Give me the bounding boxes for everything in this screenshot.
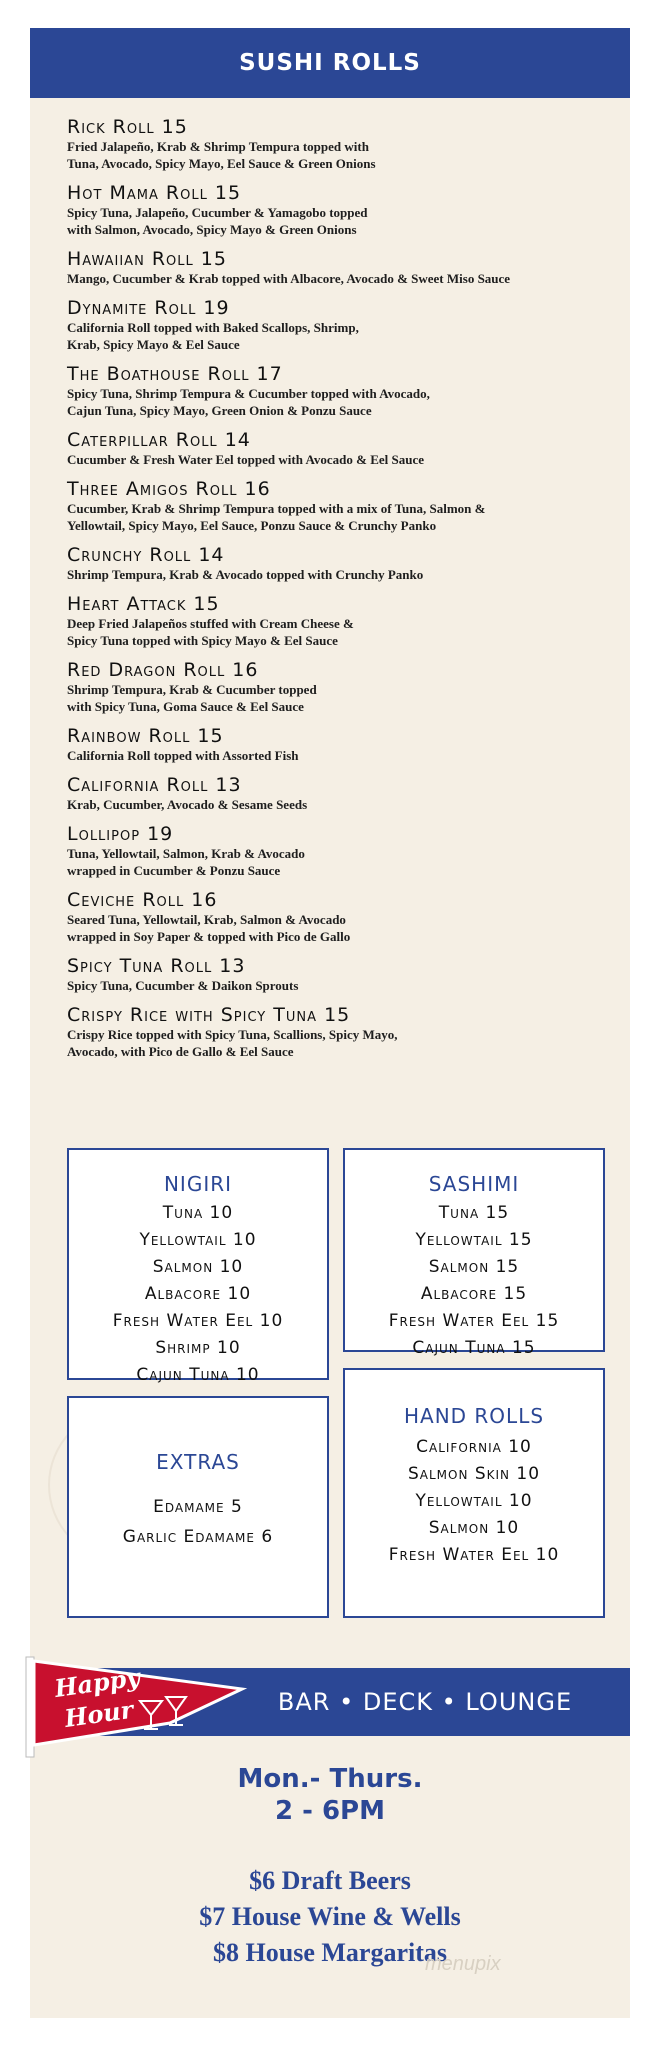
handrolls-item: Yellowtail 10 bbox=[415, 1491, 533, 1511]
handrolls-item: Salmon 10 bbox=[428, 1518, 520, 1538]
roll-description: California Roll topped with Assorted Fish bbox=[67, 748, 299, 763]
roll-description: Seared Tuna, Yellowtail, Krab, Salmon & Avocado wrapped in Soy Paper & topped with Pico de Gallo bbox=[67, 912, 351, 944]
roll-description: Spicy Tuna, Shrimp Tempura & Cucumber topped with Avocado, Cajun Tuna, Spicy Mayo, Green Onion & Ponzu Sauce bbox=[67, 386, 430, 418]
sashimi-box bbox=[343, 1148, 605, 1358]
nigiri-item: Cajun Tuna 10 bbox=[136, 1365, 260, 1385]
handrolls-item: California 10 bbox=[416, 1437, 532, 1457]
roll-name: Three Amigos Roll 16 bbox=[67, 478, 271, 500]
roll-item bbox=[67, 1004, 617, 1060]
special-item: $8 House Margaritas bbox=[213, 1938, 447, 1967]
roll-item bbox=[67, 659, 617, 715]
sushi-rolls-header bbox=[30, 28, 630, 98]
roll-description: Shrimp Tempura, Krab & Avocado topped with Crunchy Panko bbox=[67, 567, 424, 582]
nigiri-item: Yellowtail 10 bbox=[139, 1230, 257, 1250]
roll-description: Deep Fried Jalapeños stuffed with Cream Cheese & Spicy Tuna topped with Spicy Mayo & Eel Sauce bbox=[67, 616, 354, 648]
hand-rolls-title: HAND ROLLS bbox=[403, 1404, 545, 1428]
roll-item bbox=[67, 725, 617, 764]
roll-description: Spicy Tuna, Jalapeño, Cucumber & Yamagobo topped with Salmon, Avocado, Spicy Mayo & Green Onions bbox=[67, 205, 368, 237]
nigiri-item: Albacore 10 bbox=[144, 1284, 252, 1304]
roll-description: Cucumber, Krab & Shrimp Tempura topped with a mix of Tuna, Salmon & Yellowtail, Spicy Mayo, Eel Sauce, Ponzu Sauce & Crunchy Panko bbox=[67, 501, 486, 533]
sashimi-item: Cajun Tuna 15 bbox=[412, 1338, 536, 1358]
sashimi-item: Tuna 15 bbox=[438, 1203, 510, 1223]
special-item: $7 House Wine & Wells bbox=[199, 1902, 461, 1931]
handrolls-item: Fresh Water Eel 10 bbox=[388, 1545, 560, 1565]
nigiri-item: Salmon 10 bbox=[152, 1257, 244, 1277]
roll-description: Mango, Cucumber & Krab topped with Albacore, Avocado & Sweet Miso Sauce bbox=[67, 271, 511, 286]
happy-hour-days: Mon.- Thurs. bbox=[237, 1764, 423, 1794]
nigiri-item: Tuna 10 bbox=[162, 1203, 234, 1223]
handrolls-item: Salmon Skin 10 bbox=[407, 1464, 541, 1484]
sashimi-item: Albacore 15 bbox=[420, 1284, 528, 1304]
sashimi-item: Salmon 15 bbox=[428, 1257, 520, 1277]
roll-item bbox=[67, 774, 617, 813]
sashimi-list bbox=[345, 1200, 603, 1362]
extras-list bbox=[69, 1492, 327, 1552]
nigiri-item: Shrimp 10 bbox=[155, 1338, 241, 1358]
roll-description: Shrimp Tempura, Krab & Cucumber topped with Spicy Tuna, Goma Sauce & Eel Sauce bbox=[67, 682, 317, 714]
roll-item bbox=[67, 297, 617, 353]
watermark-text: menupix bbox=[425, 1953, 501, 1975]
roll-name: Hot Mama Roll 15 bbox=[67, 182, 242, 204]
header-title: SUSHI ROLLS bbox=[239, 50, 421, 76]
roll-item bbox=[67, 363, 617, 419]
flag-happy-text: Happy bbox=[52, 1662, 142, 1703]
roll-name: Hawaiian Roll 15 bbox=[67, 248, 227, 270]
roll-name: Red Dragon Roll 16 bbox=[67, 659, 259, 681]
roll-item bbox=[67, 544, 617, 583]
rolls-list bbox=[67, 116, 617, 1060]
roll-name: Caterpillar Roll 14 bbox=[67, 429, 251, 451]
roll-item bbox=[67, 593, 617, 649]
roll-name: Spicy Tuna Roll 13 bbox=[67, 955, 246, 977]
nigiri-item: Fresh Water Eel 10 bbox=[112, 1311, 284, 1331]
roll-item bbox=[67, 116, 617, 172]
roll-name: The Boathouse Roll 17 bbox=[67, 363, 283, 385]
roll-description: Crispy Rice topped with Spicy Tuna, Scallions, Spicy Mayo, Avocado, with Pico de Gallo & Eel Sauce bbox=[67, 1027, 398, 1059]
roll-name: Crunchy Roll 14 bbox=[67, 544, 225, 566]
sashimi-item: Fresh Water Eel 15 bbox=[388, 1311, 560, 1331]
roll-description: California Roll topped with Baked Scallops, Shrimp, Krab, Spicy Mayo & Eel Sauce bbox=[67, 320, 359, 352]
roll-name: Dynamite Roll 19 bbox=[67, 297, 230, 319]
roll-description: Tuna, Yellowtail, Salmon, Krab & Avocado wrapped in Cucumber & Ponzu Sauce bbox=[67, 846, 305, 878]
menu-page bbox=[30, 28, 630, 2018]
flag-hour-text: Hour bbox=[62, 1694, 135, 1733]
nigiri-title: NIGIRI bbox=[163, 1172, 233, 1196]
roll-item bbox=[67, 429, 617, 468]
nigiri-list bbox=[69, 1200, 327, 1389]
roll-name: California Roll 13 bbox=[67, 774, 242, 796]
extras-item: Garlic Edamame 6 bbox=[122, 1527, 274, 1547]
roll-item bbox=[67, 823, 617, 879]
happy-hour-specials bbox=[30, 1863, 630, 1971]
sashimi-item: Yellowtail 15 bbox=[415, 1230, 533, 1250]
extras-title: EXTRAS bbox=[156, 1450, 240, 1474]
roll-description: Krab, Cucumber, Avocado & Sesame Seeds bbox=[67, 797, 308, 812]
roll-item bbox=[67, 182, 617, 238]
roll-name: Rainbow Roll 15 bbox=[67, 725, 224, 747]
roll-name: Ceviche Roll 16 bbox=[67, 889, 218, 911]
roll-name: Rick Roll 15 bbox=[67, 116, 188, 138]
roll-item bbox=[67, 248, 617, 287]
roll-description: Cucumber & Fresh Water Eel topped with Avocado & Eel Sauce bbox=[67, 452, 425, 467]
roll-description: Spicy Tuna, Cucumber & Daikon Sprouts bbox=[67, 978, 299, 993]
hand-rolls-list bbox=[345, 1434, 603, 1569]
special-item: $6 Draft Beers bbox=[249, 1866, 411, 1895]
nigiri-box bbox=[67, 1148, 329, 1385]
roll-name: Crispy Rice with Spicy Tuna 15 bbox=[67, 1004, 351, 1026]
extras-item: Edamame 5 bbox=[153, 1497, 243, 1517]
roll-name: Lollipop 19 bbox=[67, 823, 174, 845]
happy-hour-flag bbox=[20, 1653, 250, 1758]
roll-item bbox=[67, 889, 617, 945]
hand-rolls-box bbox=[343, 1368, 605, 1618]
happy-hour-schedule bbox=[30, 1763, 630, 1827]
roll-item bbox=[67, 478, 617, 534]
roll-description: Fried Jalapeño, Krab & Shrimp Tempura topped with Tuna, Avocado, Spicy Mayo, Eel Sauce & Green Onions bbox=[67, 139, 376, 171]
roll-item bbox=[67, 955, 617, 994]
sashimi-title: SASHIMI bbox=[428, 1172, 520, 1196]
roll-name: Heart Attack 15 bbox=[67, 593, 220, 615]
happy-hour-time: 2 - 6PM bbox=[274, 1796, 385, 1826]
extras-box bbox=[67, 1396, 329, 1618]
bar-deck-lounge-text: BAR • DECK • LOUNGE bbox=[277, 1688, 573, 1716]
